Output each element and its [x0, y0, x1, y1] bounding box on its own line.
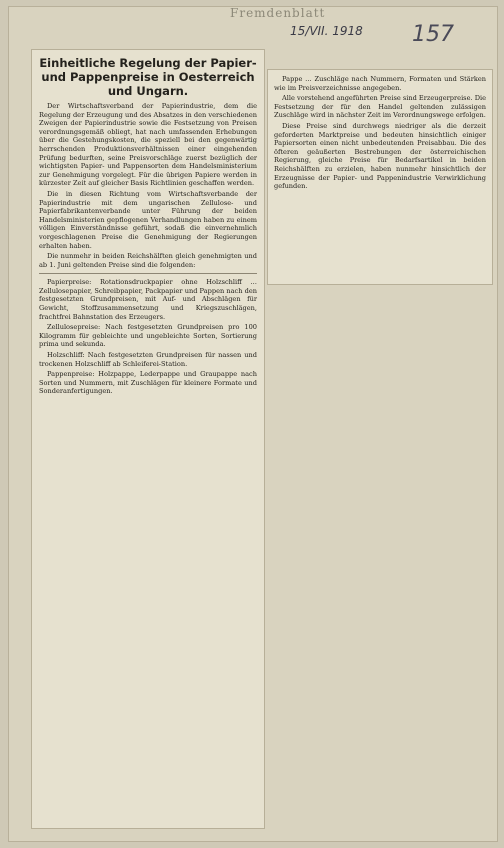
article-paragraph: Holzschliff: Nach festgesetzten Grundpreisen für nassen und trockenen Holzschliff ab Schleiferei-Station. [39, 351, 257, 368]
article-paragraph: Die in diesen Richtung vom Wirtschaftsverbande der Papierindustrie mit dem ungarischen Zellulose- und Papierfabrikantenverbande unter Führung der beiden Handelsministerien gepflogenen Verhandlungen haben zu einem völligen Einverständnisse geführt, sodaß die einvernehmlich vorgeschlagenen Preise die Genehmigung der Regierungen erhalten haben. [39, 189, 257, 250]
continuation-paragraph: Diese Preise sind durchwegs niedriger als die derzeit geforderten Marktpreise und bedeuten hinsichtlich einiger Papiersorten einen nicht unbedeutenden Preisabbau. Die des öfteren geäußerten Bestrebungen der österreichischen Regierung, gleiche Preise für Bedarfsartikel in beiden Reichshälften zu erzielen, haben nunmehr hinsichtlich der Erzeugnisse der Papier- und Pappenindustrie Verwirklichung gefunden. [274, 121, 486, 191]
continuation-body [274, 75, 486, 191]
continuation-paragraph: Alle vorstehend angeführten Preise sind Erzeugerpreise. Die Festsetzung der für den Handel geltenden zulässigen Zuschläge wird in nächster Zeit im Verordnungswege erfolgen. [274, 94, 486, 120]
handwritten-date: 15/VII. 1918 [290, 24, 363, 38]
article-clipping [32, 50, 264, 828]
continuation-paragraph: Pappe … Zuschläge nach Nummern, Formaten und Stärken wie im Preisverzeichnisse angegeben. [274, 75, 486, 92]
article-body [39, 102, 257, 396]
article-paragraph: Pappenpreise: Holzpappe, Lederpappe und Graupappe nach Sorten und Nummern, mit Zuschlägen für kleinere Formate und Sonderanfertigungen. [39, 370, 257, 396]
article-paragraph: Papierpreise: Rotationsdruckpapier ohne Holzschliff … Zellulosepapier, Schreibpapier, Packpapier und Pappen nach den festgesetzten Grundpreisen, mit Auf- und Abschlägen für Gewicht, Stoffzusammensetzung und Kriegszuschlägen, frachtfrei Bahnstation des Erzeugers. [39, 278, 257, 321]
article-title: Einheitliche Regelung der Papier- und Pappenpreise in Oesterreich und Ungarn. [39, 56, 257, 98]
article-paragraph: Die nunmehr in beiden Reichshälften gleich genehmigten und ab 1. Juni geltenden Preise sind die folgenden: [39, 252, 257, 269]
newspaper-stamp: Fremdenblatt [230, 6, 326, 20]
handwritten-number: 157 [412, 22, 454, 47]
divider [39, 273, 257, 274]
continuation-clipping [268, 70, 492, 284]
article-paragraph: Der Wirtschaftsverband der Papierindustrie, dem die Regelung der Erzeugung und des Absatzes in den verschiedenen Zweigen der Papierindustrie sowie die Festsetzung von Preisen verordnungsgemäß obliegt, hat nach umfassenden Erhebungen über die Gestehungskosten, die speziell bei den gegenwärtig herrschenden Produktionsverhältnissen einer eingehenden Prüfung bedurften, seine Preisvorschläge zuerst bezüglich der wichtigsten Papier- und Pappensorten dem Handelsministerium zur Genehmigung vorgelegt. Für die übrigen Papiere werden in kürzester Zeit auf gleicher Basis Richtlinien geschaffen werden. [39, 102, 257, 188]
article-paragraph: Zellulosepreise: Nach festgesetzten Grundpreisen pro 100 Kilogramm für gebleichte und ungebleichte Sorten, Sortierung prima und sekunda. [39, 323, 257, 349]
